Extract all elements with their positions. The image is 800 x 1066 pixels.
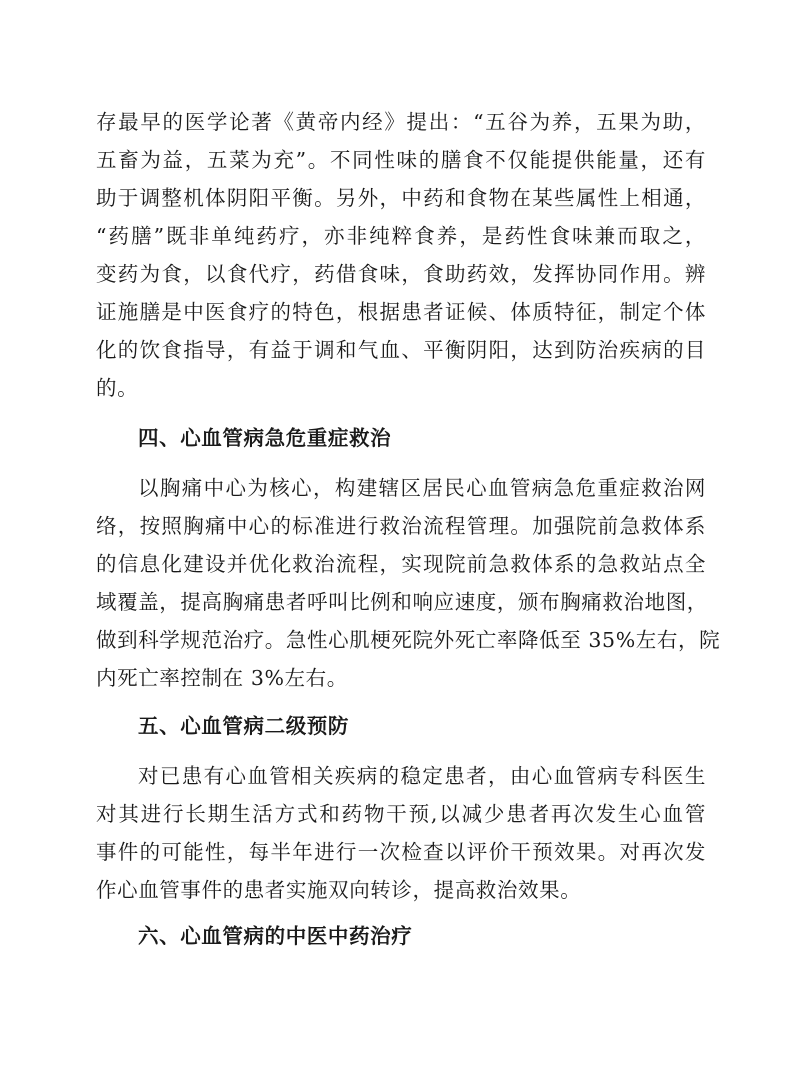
paragraph-line: 域覆盖，提高胸痛患者呼叫比例和响应速度，颁布胸痛救治地图，	[96, 590, 708, 614]
section-heading: 四、心血管病急危重症救治	[138, 426, 392, 450]
paragraph-line: 变药为食，以食代疗，药借食味，食助药效，发挥协同作用。辨	[96, 262, 706, 286]
paragraph-line: 的信息化建设并优化救治流程，实现院前急救体系的急救站点全	[96, 552, 706, 576]
paragraph-line: 作心血管事件的患者实施双向转诊，提高救治效果。	[96, 878, 582, 902]
paragraph-line: 对已患有心血管相关疾病的稳定患者，由心血管病专科医生	[138, 764, 706, 788]
paragraph-line: 事件的可能性，每半年进行一次检查以评价干预效果。对再次发	[96, 840, 706, 864]
paragraph-line: 证施膳是中医食疗的特色，根据患者证候、体质特征，制定个体	[96, 300, 706, 324]
paragraph-line: 化的饮食指导，有益于调和气血、平衡阴阳，达到防治疾病的目	[96, 338, 706, 362]
paragraph-line: 存最早的医学论著《黄帝内经》提出：“五谷为养，五果为助，	[96, 110, 706, 134]
paragraph-line: 五畜为益，五菜为充”。不同性味的膳食不仅能提供能量，还有	[96, 148, 706, 172]
paragraph-line: 对其进行长期生活方式和药物干预,以减少患者再次发生心血管	[96, 802, 706, 826]
section-heading: 五、心血管病二级预防	[138, 714, 349, 738]
paragraph-line: 以胸痛中心为核心，构建辖区居民心血管病急危重症救治网	[138, 476, 706, 500]
paragraph-line: 内死亡率控制在 3%左右。	[96, 666, 348, 690]
paragraph-line: “药膳”既非单纯药疗，亦非纯粹食养，是药性食味兼而取之，	[96, 224, 706, 248]
paragraph-line: 助于调整机体阴阳平衡。另外，中药和食物在某些属性上相通，	[96, 186, 706, 210]
paragraph-line: 做到科学规范治疗。急性心肌梗死院外死亡率降低至 35%左右，院	[96, 628, 721, 652]
paragraph-line: 的。	[96, 376, 139, 400]
paragraph-line: 络，按照胸痛中心的标准进行救治流程管理。加强院前急救体系	[96, 514, 706, 538]
section-heading: 六、心血管病的中医中药治疗	[138, 924, 413, 948]
